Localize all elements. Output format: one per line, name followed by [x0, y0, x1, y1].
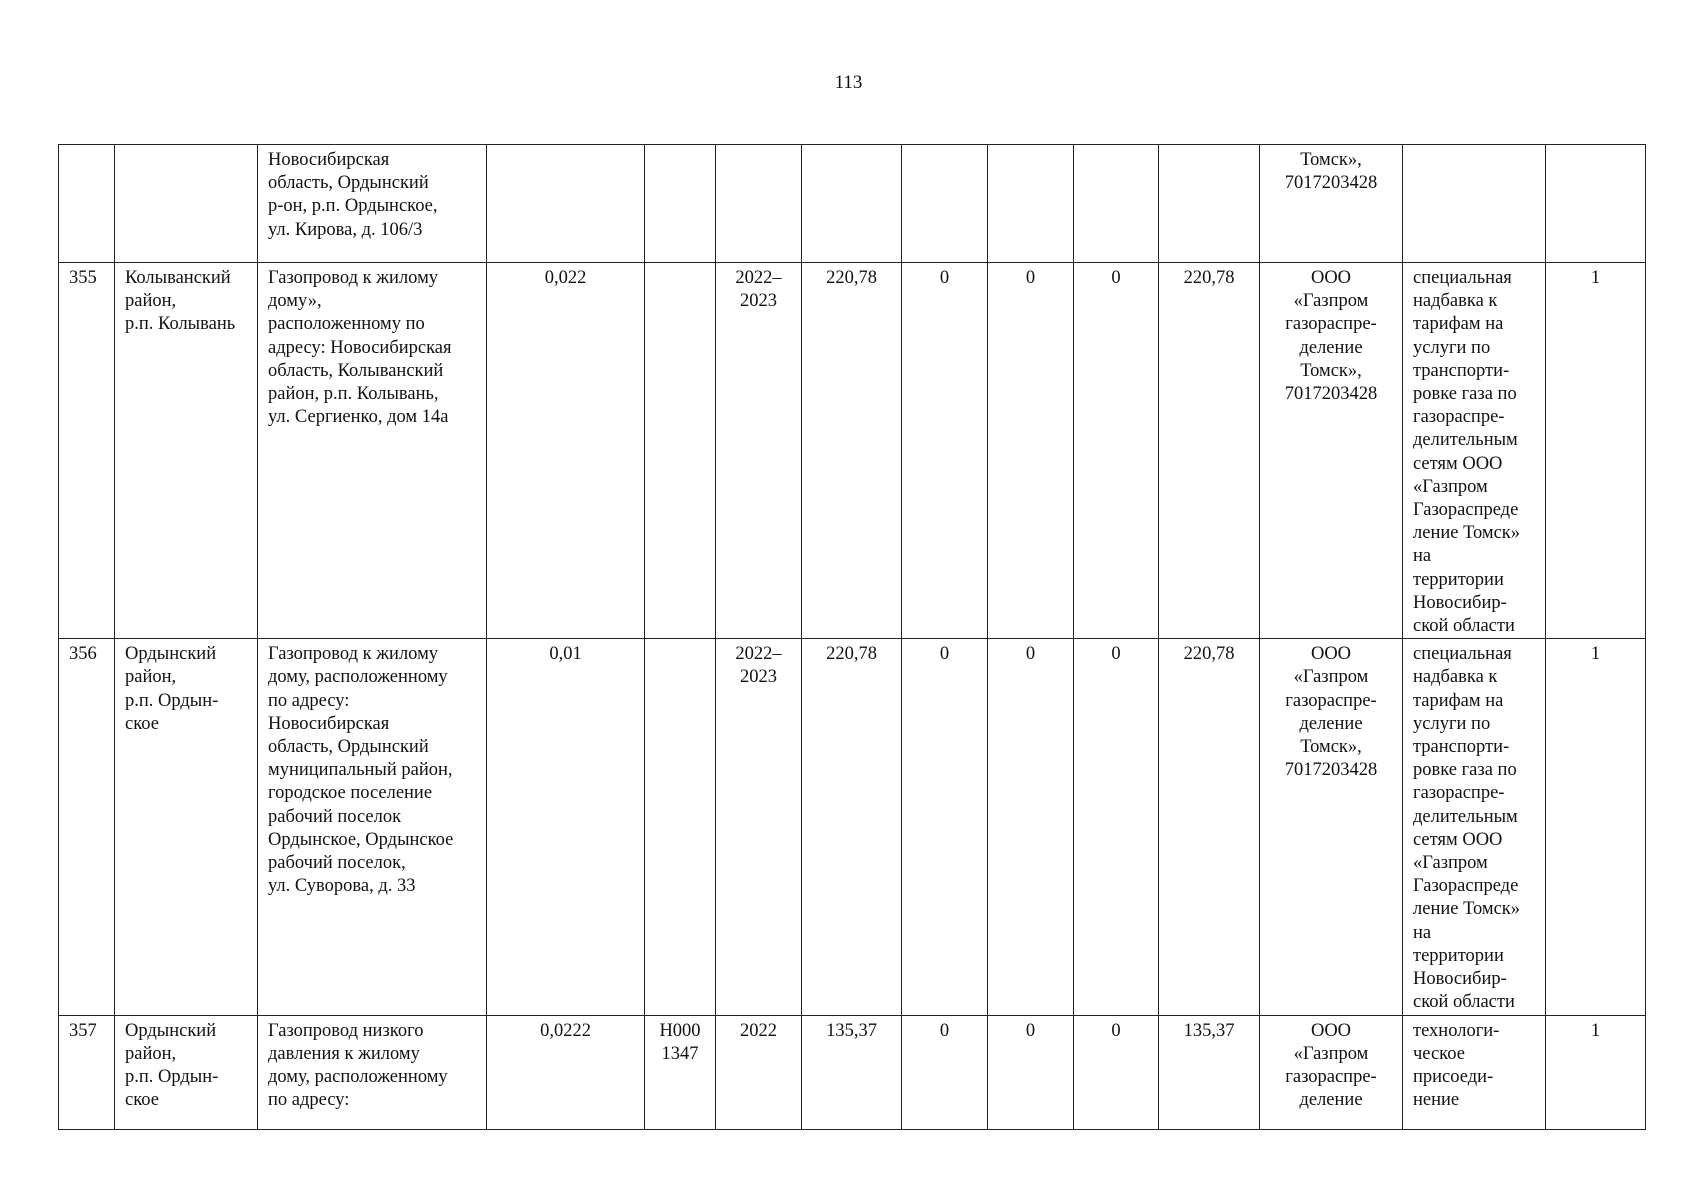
value-cell	[1074, 145, 1159, 263]
table-row	[59, 145, 1646, 263]
code-cell	[645, 639, 716, 1015]
total-cost-cell: 220,78	[802, 263, 902, 639]
organization-cell: ООО «Газпром газораспре- деление	[1260, 1015, 1403, 1129]
table-row	[59, 639, 1646, 1015]
objects-table	[58, 144, 1646, 1130]
row-number-cell: 357	[59, 1015, 115, 1129]
years-cell	[716, 145, 802, 263]
total-cost-cell: 135,37	[802, 1015, 902, 1129]
page-number: 113	[834, 72, 863, 93]
value-cell: 0	[902, 263, 988, 639]
district-cell: Колыванский район, р.п. Колывань	[115, 263, 258, 639]
value-cell: 220,78	[1159, 263, 1260, 639]
value-cell: 0	[988, 263, 1074, 639]
organization-cell: ООО «Газпром газораспре- деление Томск», 7017203428	[1260, 639, 1403, 1015]
object-name-cell: Газопровод к жилому дому», расположенному по адресу: Новосибирская область, Колыванский район, р.п. Колывань, ул. Сергиенко, дом 14а	[258, 263, 487, 639]
district-cell: Ордынский район, р.п. Ордын- ское	[115, 639, 258, 1015]
funding-source-cell: специальная надбавка к тарифам на услуги по транспорти- ровке газа по газораспре- делительным сетям ООО «Газпром Газораспреде ление Томск» на территории Новосибир- ской области	[1403, 639, 1546, 1015]
code-cell	[645, 263, 716, 639]
funding-source-cell: технологи- ческое присоеди- нение	[1403, 1015, 1546, 1129]
value-cell	[902, 145, 988, 263]
value-cell: 0	[988, 1015, 1074, 1129]
value-cell: 0	[902, 1015, 988, 1129]
value-cell: 0	[1074, 1015, 1159, 1129]
years-cell: 2022– 2023	[716, 263, 802, 639]
years-cell: 2022– 2023	[716, 639, 802, 1015]
count-cell: 1	[1546, 1015, 1646, 1129]
funding-source-cell: специальная надбавка к тарифам на услуги по транспорти- ровке газа по газораспре- делительным сетям ООО «Газпром Газораспреде ление Томск» на территории Новосибир- ской области	[1403, 263, 1546, 639]
code-cell: Н000 1347	[645, 1015, 716, 1129]
row-number-cell: 356	[59, 639, 115, 1015]
value-cell: 135,37	[1159, 1015, 1260, 1129]
years-cell: 2022	[716, 1015, 802, 1129]
row-number-cell	[59, 145, 115, 263]
object-name-cell: Новосибирская область, Ордынский р-он, р.п. Ордынское, ул. Кирова, д. 106/3	[258, 145, 487, 263]
value-cell: 0	[1074, 639, 1159, 1015]
object-name-cell: Газопровод к жилому дому, расположенному по адресу: Новосибирская область, Ордынский муниципальный район, городское поселение рабочий поселок Ордынское, Ордынское рабочий поселок, ул. Суворова, д. 33	[258, 639, 487, 1015]
total-cost-cell	[802, 145, 902, 263]
district-cell: Ордынский район, р.п. Ордын- ское	[115, 1015, 258, 1129]
table-body	[59, 145, 1646, 1130]
funding-source-cell	[1403, 145, 1546, 263]
length-cell: 0,022	[487, 263, 645, 639]
total-cost-cell: 220,78	[802, 639, 902, 1015]
count-cell	[1546, 145, 1646, 263]
organization-cell: Томск», 7017203428	[1260, 145, 1403, 263]
length-cell: 0,01	[487, 639, 645, 1015]
value-cell: 0	[902, 639, 988, 1015]
length-cell: 0,0222	[487, 1015, 645, 1129]
object-name-cell: Газопровод низкого давления к жилому дому, расположенному по адресу:	[258, 1015, 487, 1129]
value-cell: 0	[988, 639, 1074, 1015]
organization-cell: ООО «Газпром газораспре- деление Томск», 7017203428	[1260, 263, 1403, 639]
count-cell: 1	[1546, 639, 1646, 1015]
value-cell: 220,78	[1159, 639, 1260, 1015]
length-cell	[487, 145, 645, 263]
row-number-cell: 355	[59, 263, 115, 639]
district-cell	[115, 145, 258, 263]
value-cell	[988, 145, 1074, 263]
count-cell: 1	[1546, 263, 1646, 639]
value-cell: 0	[1074, 263, 1159, 639]
value-cell	[1159, 145, 1260, 263]
table-row	[59, 1015, 1646, 1129]
table-row	[59, 263, 1646, 639]
code-cell	[645, 145, 716, 263]
